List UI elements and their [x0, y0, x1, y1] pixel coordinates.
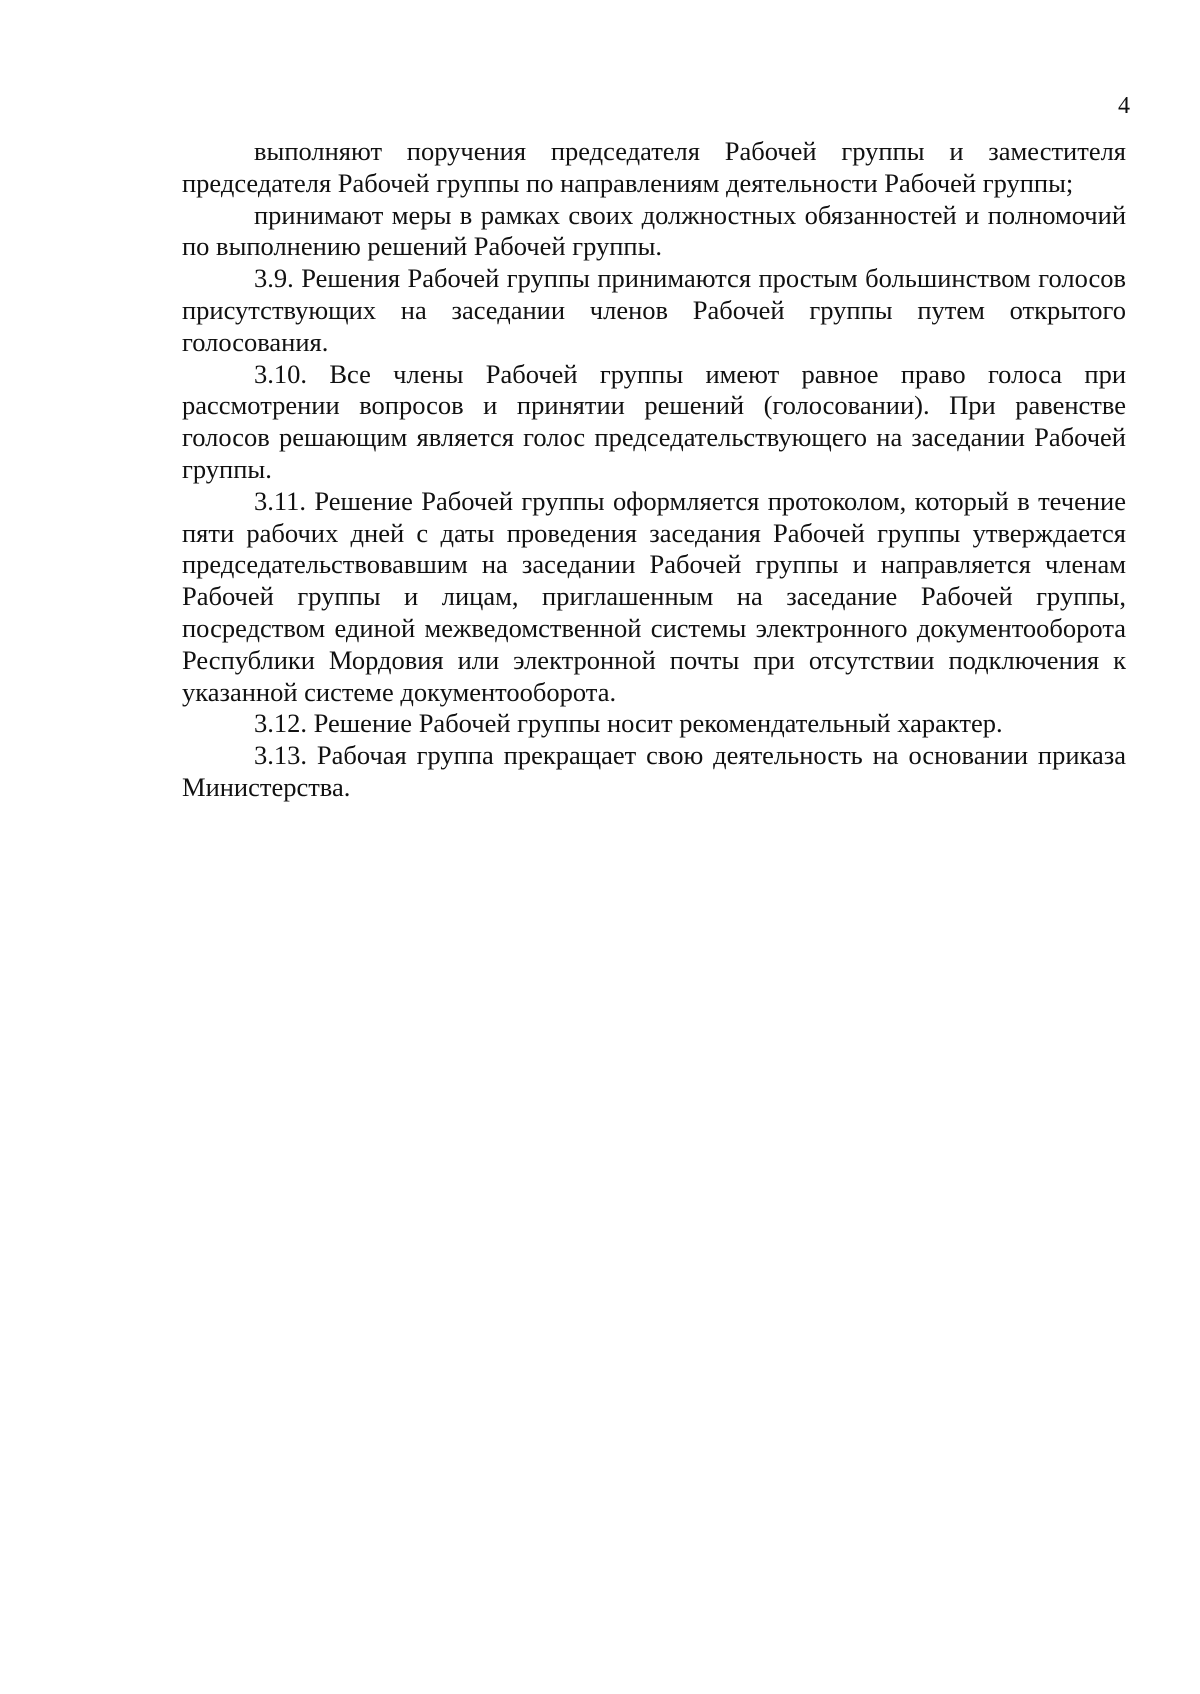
paragraph-duties-instructions: выполняют поручения председателя Рабочей группы и заместителя председателя Рабочей группы по направлениям деятельности Рабочей группы; [182, 136, 1126, 198]
paragraph-3-11: 3.11. Решение Рабочей группы оформляется протоколом, который в течение пяти рабочих дней с даты проведения заседания Рабочей группы утверждается председательствовавшим на заседании Рабочей группы и направляется членам Рабочей группы и лицам, приглашенным на заседание Рабочей группы, посредством единой межведомственной системы электронного документооборота Республики Мордовия или электронной почты при отсутствии подключения к указанной системе документооборота. [182, 485, 1126, 707]
paragraph-3-10: 3.10. Все члены Рабочей группы имеют равное право голоса при рассмотрении вопросов и принятии решений (голосовании). При равенстве голосов решающим является голос председательствующего на заседании Рабочей группы. [182, 358, 1126, 484]
document-body [182, 136, 1126, 804]
paragraph-3-13: 3.13. Рабочая группа прекращает свою деятельность на основании приказа Министерства. [182, 740, 1126, 802]
paragraph-duties-measures: принимают меры в рамках своих должностных обязанностей и полномочий по выполнению решений Рабочей группы. [182, 199, 1126, 262]
page-number: 4 [1118, 93, 1130, 119]
paragraph-3-9: 3.9. Решения Рабочей группы принимаются простым большинством голосов присутствующих на заседании членов Рабочей группы путем открытого голосования. [182, 263, 1126, 357]
paragraph-3-12: 3.12. Решение Рабочей группы носит рекомендательный характер. [254, 708, 1003, 739]
